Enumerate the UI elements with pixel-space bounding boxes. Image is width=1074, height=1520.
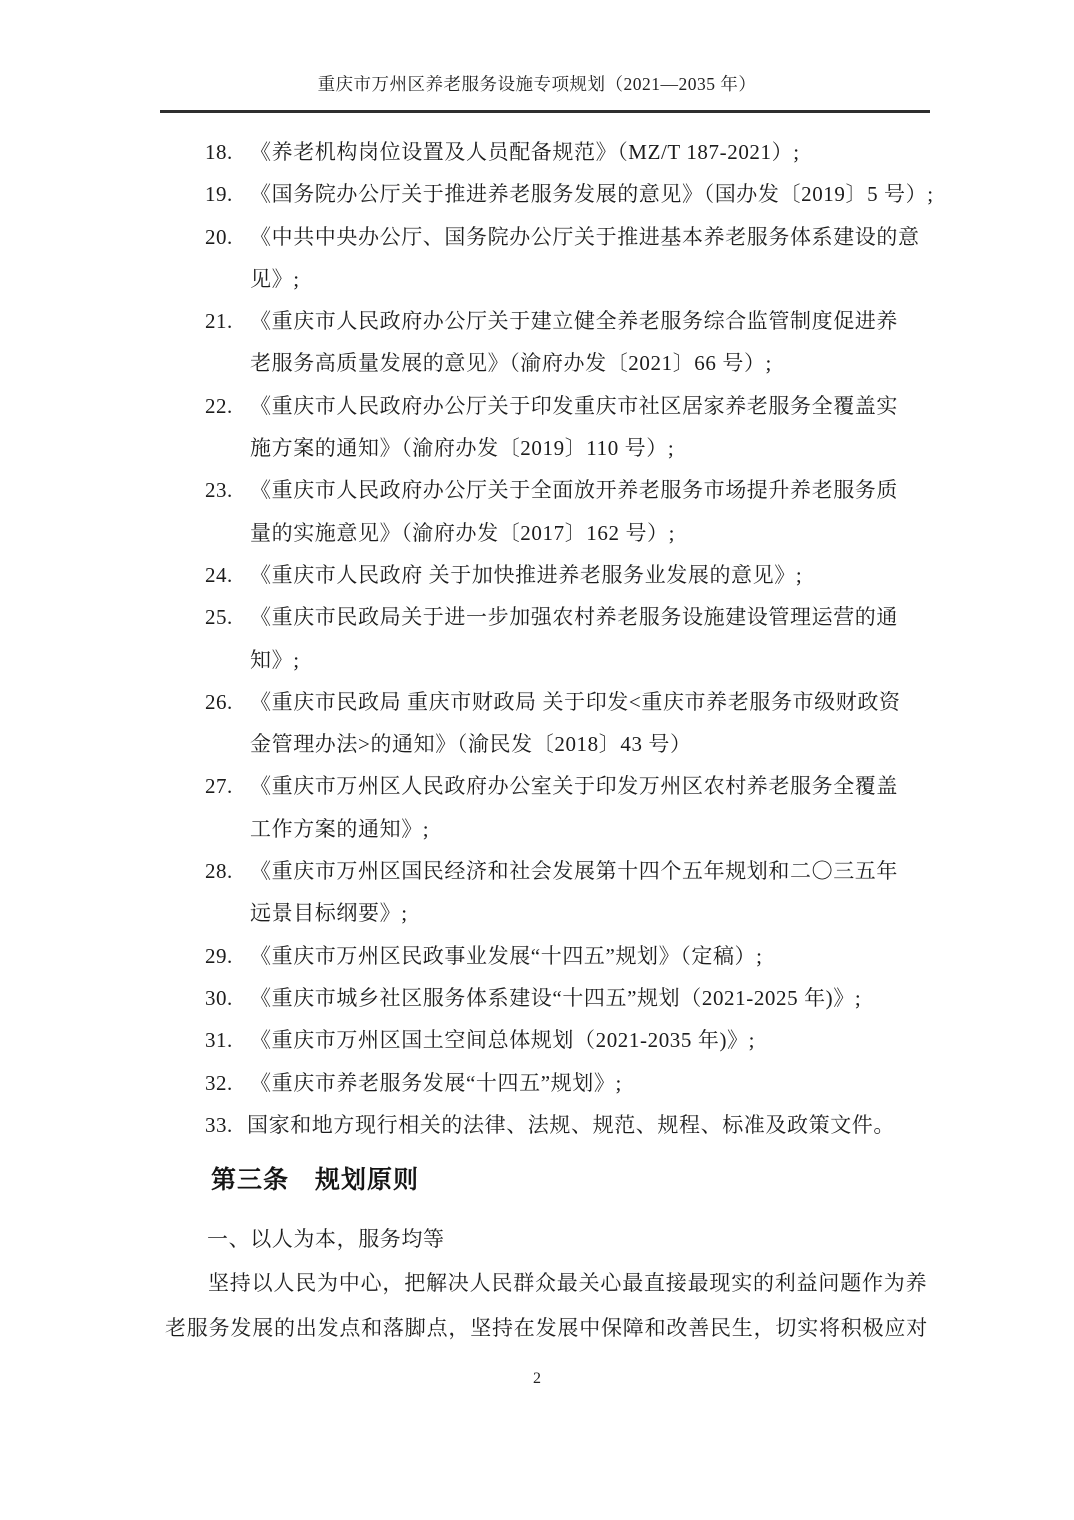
paragraph-line: 老服务发展的出发点和落脚点，坚持在发展中保障和改善民生，切实将积极应对 xyxy=(165,1316,928,1341)
header-divider xyxy=(160,110,930,113)
list-item-number: 30. xyxy=(205,985,233,1010)
reference-list-item xyxy=(205,681,924,766)
list-item-line: 《重庆市民政局关于进一步加强农村养老服务设施建设管理运营的通 xyxy=(250,605,898,630)
list-item-number: 27. xyxy=(205,774,233,799)
reference-list-item xyxy=(205,300,924,385)
reference-list-item xyxy=(205,596,924,681)
list-item-line: 《重庆市人民政府办公厅关于全面放开养老服务市场提升养老服务质 xyxy=(250,478,898,503)
list-item-text xyxy=(250,935,924,977)
list-item-number: 31. xyxy=(205,1028,233,1053)
list-item-text xyxy=(250,216,924,301)
list-item-line: 《中共中央办公厅、国务院办公厅关于推进基本养老服务体系建设的意 xyxy=(250,224,920,249)
section-heading-number: 第三条 xyxy=(211,1166,290,1195)
list-item-line: 《重庆市人民政府办公厅关于印发重庆市社区居家养老服务全覆盖实 xyxy=(250,393,898,418)
list-item-number: 24. xyxy=(205,562,233,587)
reference-list-item xyxy=(205,216,924,301)
paragraph xyxy=(165,1261,928,1351)
list-item-line: 老服务高质量发展的意见》（渝府办发〔2021〕66 号）; xyxy=(250,351,772,376)
list-item-number: 21. xyxy=(205,309,233,334)
list-item-number: 32. xyxy=(205,1070,233,1095)
reference-list-item xyxy=(205,1062,924,1104)
list-item-line: 远景目标纲要》; xyxy=(250,901,408,926)
reference-list-item xyxy=(205,385,924,470)
list-item-text xyxy=(250,596,924,681)
list-item-text xyxy=(247,1104,924,1146)
list-item-text xyxy=(250,1019,924,1061)
section-heading-title: 规划原则 xyxy=(315,1166,420,1195)
list-item-line: 《养老机构岗位设置及人员配备规范》（MZ/T 187-2021）; xyxy=(250,140,800,164)
list-item-line: 《重庆市民政局 重庆市财政局 关于印发<重庆市养老服务市级财政资 xyxy=(250,689,901,714)
list-item-text xyxy=(250,469,924,554)
paragraph-line: 坚持以人民为中心，把解决人民群众最关心最直接最现实的利益问题作为养 xyxy=(208,1271,928,1296)
document-body xyxy=(0,131,1074,1351)
reference-list-item xyxy=(205,554,924,596)
section-heading xyxy=(211,1163,924,1197)
list-item-line: 知》; xyxy=(250,647,300,672)
list-item-number: 29. xyxy=(205,943,233,968)
list-item-number: 19. xyxy=(205,182,233,207)
list-item-text xyxy=(250,1062,924,1104)
page-number: 2 xyxy=(533,1370,541,1387)
list-item-line: 《重庆市城乡社区服务体系建设“十四五”规划（2021-2025 年)》; xyxy=(250,985,862,1010)
list-item-line: 施方案的通知》（渝府办发〔2019〕110 号）; xyxy=(250,436,675,461)
reference-list-item xyxy=(205,1019,924,1061)
reference-list-item xyxy=(205,1104,924,1146)
reference-list-item xyxy=(205,131,924,173)
list-item-text xyxy=(250,385,924,470)
list-item-line: 见》; xyxy=(250,266,300,291)
list-item-text xyxy=(250,850,924,935)
principle-subheading: 一、以人为本，服务均等 xyxy=(207,1227,445,1252)
reference-list-item xyxy=(205,469,924,554)
list-item-line: 金管理办法>的通知》（渝民发〔2018〕43 号） xyxy=(250,732,692,757)
list-item-line: 《重庆市万州区民政事业发展“十四五”规划》（定稿）; xyxy=(250,943,763,968)
reference-list-item xyxy=(205,935,924,977)
list-item-line: 工作方案的通知》; xyxy=(250,816,430,841)
list-item-text xyxy=(250,765,924,850)
list-item-number: 28. xyxy=(205,859,233,884)
list-item-text xyxy=(250,681,924,766)
list-item-number: 25. xyxy=(205,605,233,630)
list-item-line: 《重庆市万州区国土空间总体规划（2021-2035 年)》; xyxy=(250,1028,756,1053)
list-item-line: 量的实施意见》（渝府办发〔2017〕162 号）; xyxy=(250,520,676,545)
list-item-number: 22. xyxy=(205,393,233,418)
list-item-text xyxy=(250,131,924,173)
list-item-number: 23. xyxy=(205,478,233,503)
list-item-number: 33. xyxy=(205,1112,233,1137)
list-item-line: 《重庆市万州区国民经济和社会发展第十四个五年规划和二〇三五年 xyxy=(250,859,898,884)
list-item-line: 《重庆市万州区人民政府办公室关于印发万州区农村养老服务全覆盖 xyxy=(250,774,898,799)
list-item-line: 国家和地方现行相关的法律、法规、规范、规程、标准及政策文件。 xyxy=(247,1112,895,1137)
document-header xyxy=(0,0,1074,113)
header-title: 重庆市万州区养老服务设施专项规划（2021—2035 年） xyxy=(317,74,757,94)
reference-list-item xyxy=(205,765,924,850)
list-item-line: 《重庆市人民政府 关于加快推进养老服务业发展的意见》; xyxy=(250,562,803,587)
reference-list-item xyxy=(205,850,924,935)
list-item-text xyxy=(250,554,924,596)
list-item-text xyxy=(250,977,924,1019)
list-item-text xyxy=(250,173,934,215)
list-item-number: 20. xyxy=(205,224,233,249)
reference-list xyxy=(205,131,934,1146)
list-item-text xyxy=(250,300,924,385)
list-item-line: 《重庆市养老服务发展“十四五”规划》; xyxy=(250,1070,622,1095)
list-item-number: 26. xyxy=(205,689,233,714)
reference-list-item xyxy=(205,977,924,1019)
list-item-line: 《国务院办公厅关于推进养老服务发展的意见》（国办发〔2019〕5 号）; xyxy=(250,182,934,207)
list-item-line: 《重庆市人民政府办公厅关于建立健全养老服务综合监管制度促进养 xyxy=(250,309,898,334)
reference-list-item xyxy=(205,173,934,215)
list-item-number: 18. xyxy=(205,140,233,164)
